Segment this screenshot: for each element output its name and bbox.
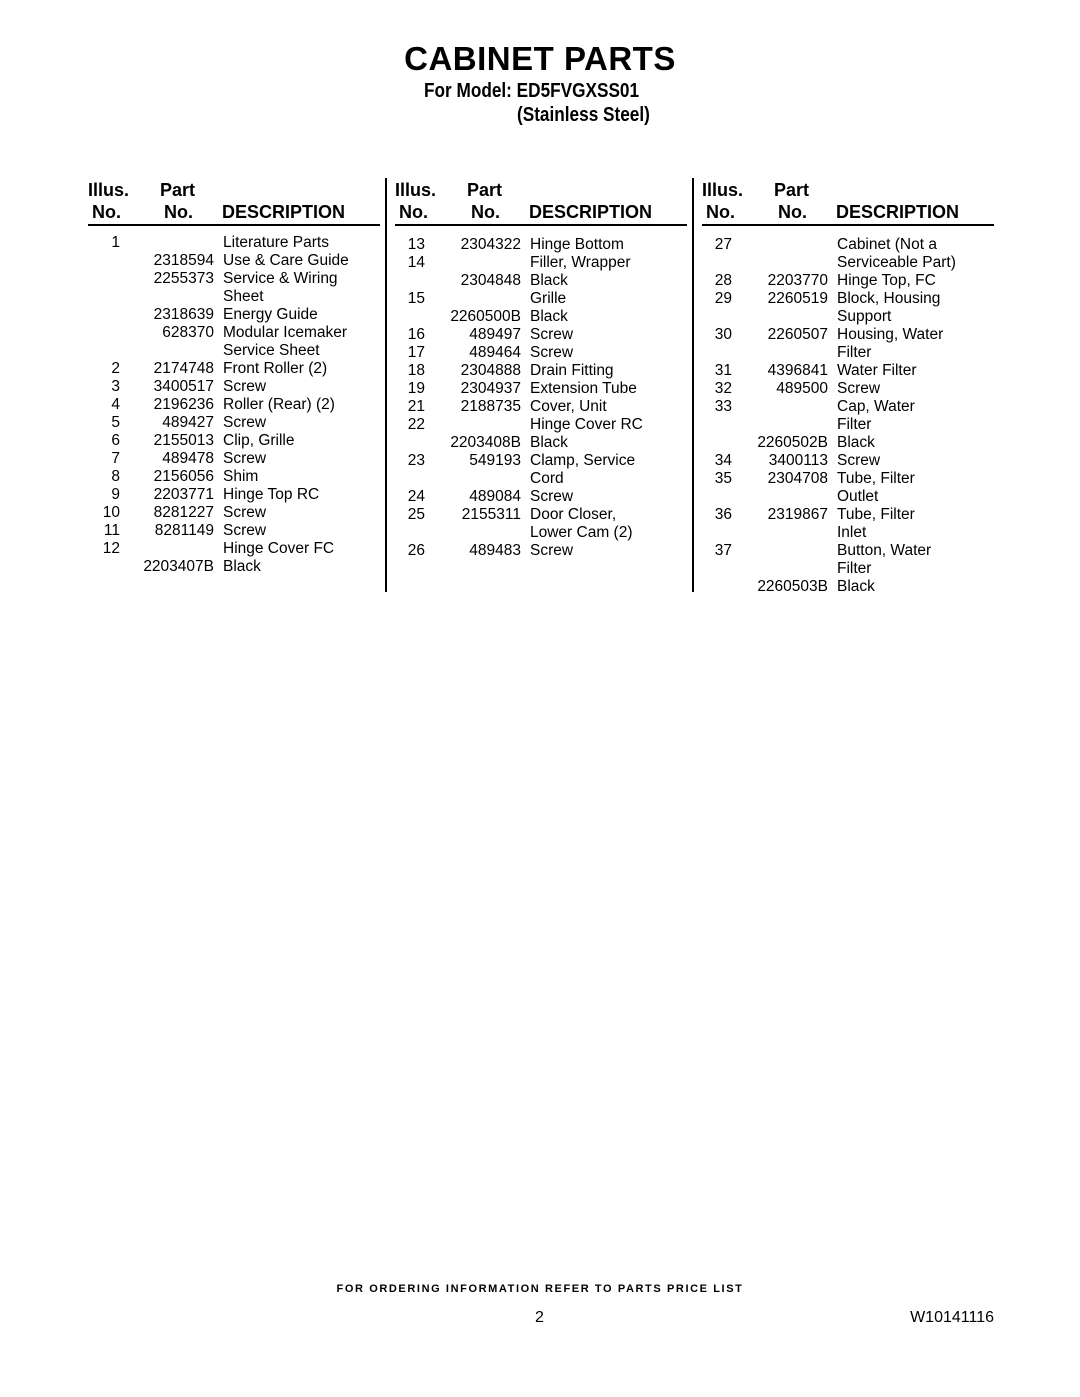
table-row: 7 489478 Screw xyxy=(111,450,267,467)
part-header: Part xyxy=(160,180,196,200)
description-header: DESCRIPTION xyxy=(222,202,346,222)
table-row: 23 549193 Clamp, Service xyxy=(407,452,636,469)
part-header: No. xyxy=(164,202,193,222)
table-row: 16 489497 Screw xyxy=(407,326,574,343)
table-row: Outlet xyxy=(837,488,879,505)
part-header: No. xyxy=(778,202,807,222)
table-row: Filter xyxy=(837,416,872,433)
parts-column-1 xyxy=(88,178,380,576)
table-row: 35 2304708 Tube, Filter xyxy=(714,470,915,487)
table-row: 13 2304322 Hinge Bottom xyxy=(407,236,624,253)
description-header: DESCRIPTION xyxy=(529,202,653,222)
table-row: 36 2319867 Tube, Filter xyxy=(714,506,915,523)
table-row: 2203407B Black xyxy=(143,558,261,575)
column-header xyxy=(702,178,994,226)
column-header xyxy=(88,178,380,226)
table-row: 27 Cabinet (Not a xyxy=(714,236,937,253)
table-row: 2 2174748 Front Roller (2) xyxy=(111,360,328,377)
table-row: 8 2156056 Shim xyxy=(111,468,259,485)
table-row: 30 2260507 Housing, Water xyxy=(714,326,944,343)
table-row: 2255373 Service & Wiring xyxy=(153,270,338,287)
table-row: Service Sheet xyxy=(223,342,320,359)
part-header: No. xyxy=(471,202,500,222)
table-row: Support xyxy=(837,308,892,325)
table-row: 21 2188735 Cover, Unit xyxy=(407,398,607,415)
table-row: 4 2196236 Roller (Rear) (2) xyxy=(111,396,335,413)
table-row: Cord xyxy=(530,470,564,487)
column-divider xyxy=(385,178,387,592)
table-row: 33 Cap, Water xyxy=(714,398,915,415)
illus-header: No. xyxy=(399,202,428,222)
illus-header: No. xyxy=(706,202,735,222)
table-row: 10 8281227 Screw xyxy=(102,504,267,521)
table-row: 2318594 Use & Care Guide xyxy=(153,252,349,269)
table-row: 2318639 Energy Guide xyxy=(153,306,318,323)
table-row: 37 Button, Water xyxy=(714,542,932,559)
table-row: 31 4396841 Water Filter xyxy=(714,362,917,379)
table-row: 32 489500 Screw xyxy=(714,380,881,397)
table-row: 26 489483 Screw xyxy=(407,542,574,559)
table-row: 18 2304888 Drain Fitting xyxy=(407,362,614,379)
table-row: 19 2304937 Extension Tube xyxy=(407,380,637,397)
table-row: 12 Hinge Cover FC xyxy=(102,540,335,557)
parts-column-3 xyxy=(702,178,994,596)
parts-column-2 xyxy=(395,178,687,560)
page-title: CABINET PARTS xyxy=(404,40,676,77)
illus-header: Illus. xyxy=(395,180,437,200)
table-row: 34 3400113 Screw xyxy=(714,452,881,469)
table-row: 2304848 Black xyxy=(460,272,568,289)
table-row: 628370 Modular Icemaker xyxy=(162,324,348,341)
column-header xyxy=(395,178,687,226)
table-row: 15 Grille xyxy=(407,290,567,307)
table-row: 11 8281149 Screw xyxy=(103,522,267,539)
table-row: 5 489427 Screw xyxy=(111,414,267,431)
table-row: Inlet xyxy=(837,524,867,541)
illus-header: Illus. xyxy=(88,180,130,200)
illus-header: No. xyxy=(92,202,121,222)
table-row: 29 2260519 Block, Housing xyxy=(714,290,941,307)
table-row: 2260500B Black xyxy=(450,308,568,325)
table-row: Serviceable Part) xyxy=(837,254,956,271)
table-row: 14 Filler, Wrapper xyxy=(407,254,631,271)
table-row: Filter xyxy=(837,560,872,577)
table-row: Sheet xyxy=(223,288,264,305)
document-number: W10141116 xyxy=(910,1309,994,1326)
column-divider xyxy=(692,178,694,592)
table-row: 2203408B Black xyxy=(450,434,568,451)
description-header: DESCRIPTION xyxy=(836,202,960,222)
table-row: 2260503B Black xyxy=(757,578,875,595)
model-number: For Model: ED5FVGXSS01 xyxy=(424,80,640,102)
part-header: Part xyxy=(774,180,810,200)
table-row: 9 2203771 Hinge Top RC xyxy=(111,486,320,503)
page-number: 2 xyxy=(535,1309,544,1326)
table-row: 2260502B Black xyxy=(757,434,875,451)
table-row: 17 489464 Screw xyxy=(407,344,574,361)
illus-header: Illus. xyxy=(702,180,744,200)
table-row: 24 489084 Screw xyxy=(407,488,574,505)
model-finish: (Stainless Steel) xyxy=(517,104,650,126)
ordering-note: FOR ORDERING INFORMATION REFER TO PARTS PRICE LIST xyxy=(336,1283,744,1295)
table-row: Lower Cam (2) xyxy=(530,524,633,541)
table-row: 25 2155311 Door Closer, xyxy=(407,506,617,523)
table-row: 22 Hinge Cover RC xyxy=(407,416,643,433)
part-header: Part xyxy=(467,180,503,200)
table-row: 1 Literature Parts xyxy=(111,234,329,251)
table-row: Filter xyxy=(837,344,872,361)
table-row: 6 2155013 Clip, Grille xyxy=(111,432,295,449)
table-row: 28 2203770 Hinge Top, FC xyxy=(714,272,936,289)
table-row: 3 3400517 Screw xyxy=(111,378,267,395)
